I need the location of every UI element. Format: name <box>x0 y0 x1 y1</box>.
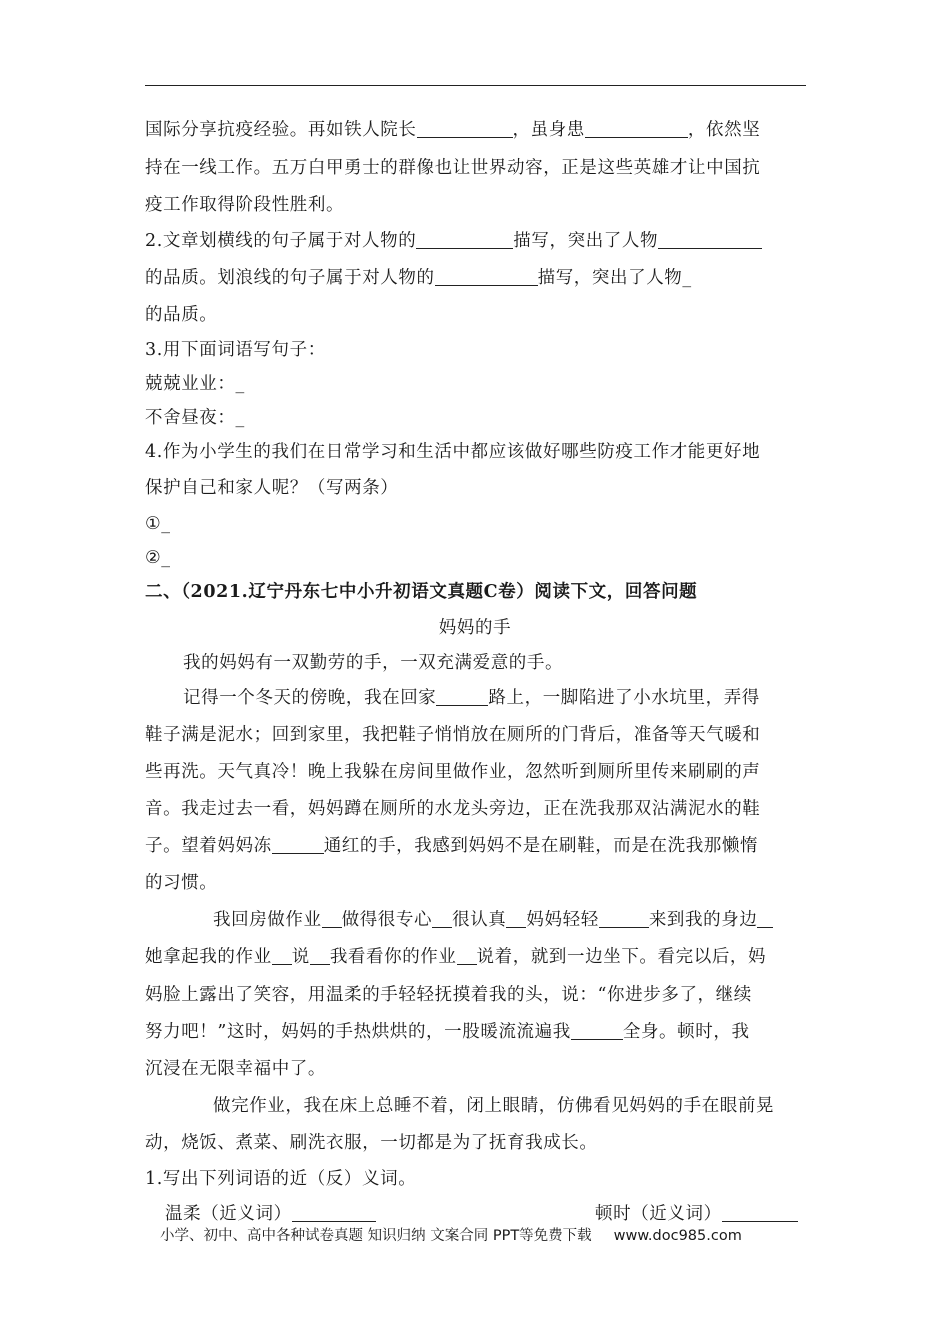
paragraph-3-line-2 <box>145 945 766 969</box>
synonym-right <box>595 1202 798 1226</box>
footer <box>160 1226 742 1246</box>
q1-line-2: 持在一线工作。五万白甲勇士的群像也让世界动容，正是这些英雄才让中国抗 <box>145 158 761 178</box>
q4-answer-1: ①_ <box>145 514 171 534</box>
paragraph-3-line-1 <box>213 908 773 932</box>
text-segment: 描写，突出了人物 <box>513 231 659 251</box>
section-heading: 二、（2021.辽宁丹东七中小升初语文真题C卷）阅读下文，回答问题 <box>145 582 698 602</box>
q2-line-3: 的品质。 <box>145 305 218 325</box>
footer-text: 小学、初中、高中各种试卷真题 知识归纳 文案合同 PPT等免费下载 <box>160 1228 592 1244</box>
header-rule <box>145 85 806 86</box>
paragraph-2-line-6: 的习惯。 <box>145 873 218 893</box>
text-segment: ，虽身患 <box>512 120 585 140</box>
text-segment: 来到我的身边 <box>648 910 758 930</box>
blank-line <box>272 835 324 854</box>
q3-word-1: 兢兢业业：_ <box>145 374 245 394</box>
text-segment: 2.文章划横线的句子属于对人物的 <box>145 231 417 251</box>
text-segment: 说着，就到一边坐下。看完以后，妈 <box>476 947 767 967</box>
blank-line <box>585 119 688 138</box>
q4-line-1: 4.作为小学生的我们在日常学习和生活中都应该做好哪些防疫工作才能更好地 <box>145 442 761 462</box>
text-segment: ，依然坚 <box>687 120 761 140</box>
text-segment: 描写，突出了人物_ <box>537 268 692 288</box>
paragraph-3-line-3: 妈脸上露出了笑容，用温柔的手轻轻抚摸着我的头，说：“你进步多了，继续 <box>145 985 752 1005</box>
article-title: 妈妈的手 <box>438 618 512 638</box>
paragraph-2-line-3: 些再洗。天气真冷！晚上我躲在房间里做作业，忽然听到厕所里传来刷刷的声 <box>145 762 761 782</box>
text-segment: 全身。顿时，我 <box>622 1022 750 1042</box>
q2-line-1 <box>145 229 762 253</box>
blank-line <box>457 946 477 965</box>
text-segment: 说 <box>291 947 310 967</box>
synonym-row <box>165 1202 805 1226</box>
text-segment: 国际分享抗疫经验。再如铁人院长 <box>145 120 417 140</box>
paragraph-1: 我的妈妈有一双勤劳的手，一双充满爱意的手。 <box>183 653 564 673</box>
text-segment: 我看看你的作业 <box>329 947 457 967</box>
text-segment: 的品质。划浪线的句子属于对人物的 <box>145 268 435 288</box>
blank-line <box>272 946 292 965</box>
q3-word-2: 不舍昼夜：_ <box>145 408 245 428</box>
text-segment: 记得一个冬天的傍晚，我在回家 <box>183 688 437 708</box>
paragraph-2-line-5 <box>145 834 758 858</box>
q3-title: 3.用下面词语写句子： <box>145 340 326 360</box>
blank-line <box>658 230 762 249</box>
paragraph-3-line-5: 沉浸在无限幸福中了。 <box>145 1059 326 1079</box>
text-segment: 很认真 <box>452 910 507 930</box>
text-segment: 做得很专心 <box>341 910 433 930</box>
text-segment: 顿时（近义词） <box>595 1204 722 1224</box>
paragraph-2-line-2: 鞋子满是泥水；回到家里，我把鞋子悄悄放在厕所的门背后，准备等天气暖和 <box>145 725 761 745</box>
q2-line-2 <box>145 266 692 290</box>
question-1: 1.写出下列词语的近（反）义词。 <box>145 1169 417 1189</box>
paragraph-3-line-4 <box>145 1020 750 1044</box>
blank-line <box>722 1203 798 1222</box>
text-segment: 温柔（近义词） <box>165 1204 292 1224</box>
blank-line <box>310 946 330 965</box>
footer-url[interactable]: www.doc985.com <box>613 1228 742 1244</box>
blank-line <box>416 230 513 249</box>
blank-line <box>417 119 513 138</box>
blank-line <box>432 909 452 928</box>
blank-line <box>506 909 526 928</box>
text-segment: 子。望着妈妈冻 <box>145 836 272 856</box>
blank-line <box>571 1021 623 1040</box>
blank-line <box>292 1203 376 1222</box>
q1-line-1 <box>145 118 760 142</box>
q4-line-2: 保护自己和家人呢？（写两条） <box>145 478 399 498</box>
blank-line <box>322 909 342 928</box>
text-segment: 她拿起我的作业 <box>145 947 272 967</box>
text-segment: 努力吧！”这时，妈妈的手热烘烘的，一股暖流流遍我 <box>145 1022 571 1042</box>
blank-line <box>436 687 488 706</box>
synonym-left <box>165 1204 376 1224</box>
q4-answer-2: ②_ <box>145 548 171 568</box>
paragraph-4-line-2: 动，烧饭、煮菜、刷洗衣服，一切都是为了抚育我成长。 <box>145 1133 598 1153</box>
blank-line <box>757 909 773 928</box>
paragraph-2-line-4: 音。我走过去一看，妈妈蹲在厕所的水龙头旁边，正在洗我那双沾满泥水的鞋 <box>145 799 761 819</box>
blank-line <box>435 267 538 286</box>
text-segment: 妈妈轻轻 <box>526 910 599 930</box>
text-segment: 路上，一脚陷进了小水坑里，弄得 <box>488 688 760 708</box>
text-segment: 通红的手，我感到妈妈不是在刷鞋，而是在洗我那懒惰 <box>323 836 759 856</box>
blank-line <box>599 909 649 928</box>
paragraph-4-line-1: 做完作业，我在床上总睡不着，闭上眼睛，仿佛看见妈妈的手在眼前晃 <box>213 1096 775 1116</box>
paragraph-2-line-1 <box>183 686 760 710</box>
text-segment: 我回房做作业 <box>213 910 322 930</box>
q1-line-3: 疫工作取得阶段性胜利。 <box>145 195 345 215</box>
